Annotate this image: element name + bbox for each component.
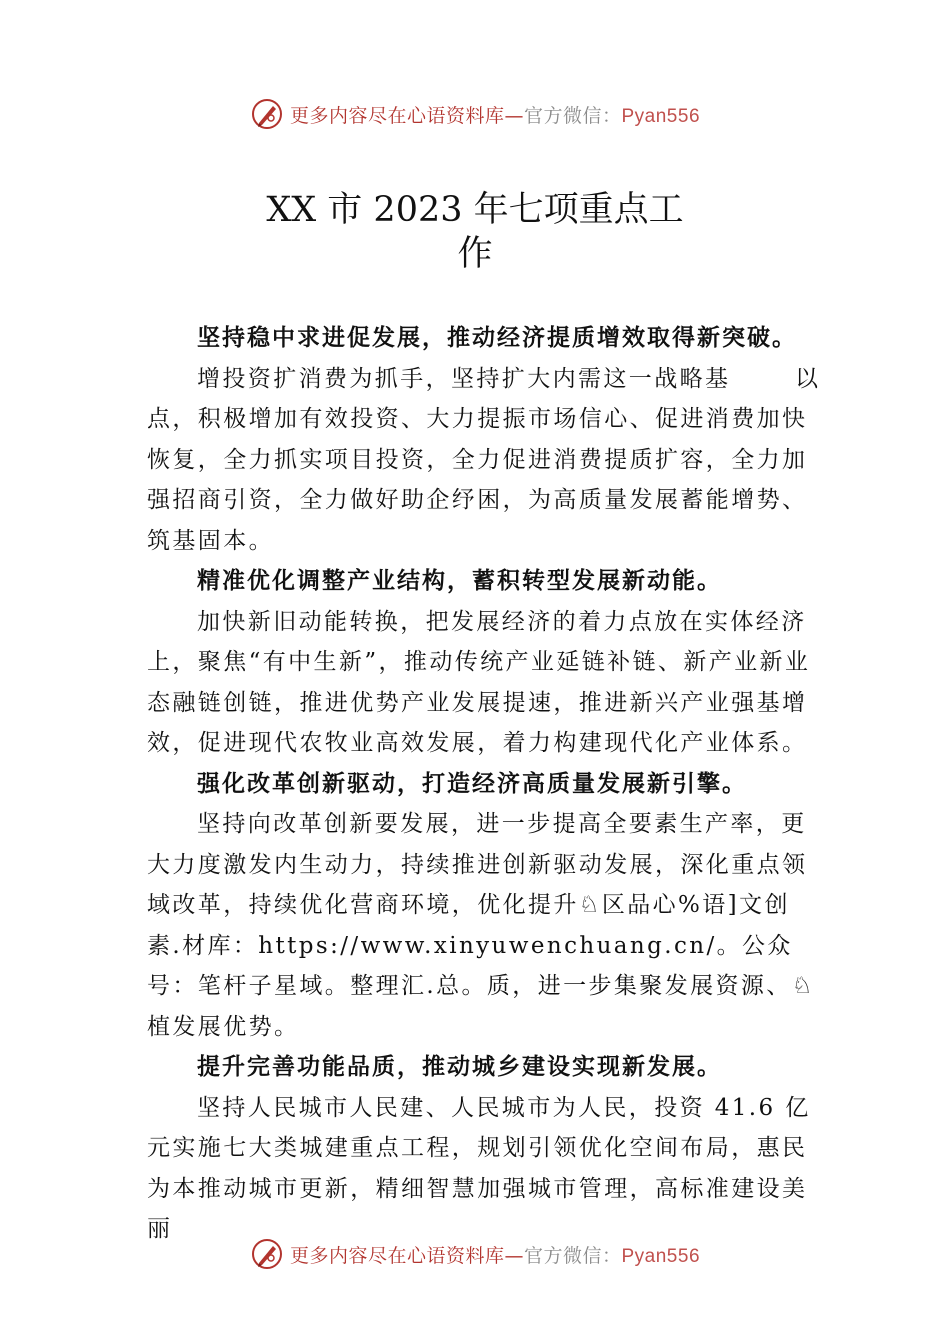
title-line-1: XX 市 2023 年七项重点工: [266, 190, 684, 230]
section-heading: 坚持稳中求进促发展，推动经济提质增效取得新突破。 以: [147, 318, 820, 359]
section-heading: 强化改革创新驱动，打造经济高质量发展新引擎。: [197, 769, 747, 797]
document-title: [0, 188, 950, 276]
header-banner: [0, 94, 950, 134]
section-paragraph: 坚持向改革创新要发展，进一步提高全要素生产率，更大力度激发内生动力，持续推进创新驱动发展，深化重点领域改革，持续优化营商环境，优化提升♘区品心%语]文创素.材库：https://www.xinyuwenchuang.cn/。公众号：笔杆子星域。整理汇.总。质，进一步集聚发展资源、♘植发展优势。: [147, 811, 815, 1040]
banner-text: 更多内容尽在心语资料库—官方微信：Pyan556: [289, 104, 701, 127]
section-paragraph: 增投资扩消费为抓手，坚持扩大内需这一战略基点，积极增加有效投资、大力提振市场信心、促进消费加快恢复，全力抓实项目投资，全力促进消费提质扩容，全力加强招商引资，全力做好助企纾困，为高质量发展蓄能增势、筑基固本。: [147, 365, 808, 554]
pen-logo-icon: [250, 1237, 284, 1271]
footer-banner: [0, 1234, 950, 1274]
section-paragraph: 加快新旧动能转换，把发展经济的着力点放在实体经济上，聚焦“有中生新”，推动传统产业延链补链、新产业新业态融链创链，推进优势产业发展提速，推进新兴产业强基增效，促进现代农牧业高效发展，着力构建现代化产业体系。: [147, 608, 811, 756]
title-line-2: 作: [457, 234, 493, 274]
heading-tail: 以: [795, 365, 820, 392]
section-heading: 提升完善功能品质，推动城乡建设实现新发展。: [197, 1053, 722, 1080]
banner-text: 更多内容尽在心语资料库—官方微信：Pyan556: [289, 1244, 701, 1267]
pen-logo-icon: [250, 97, 284, 131]
document-body: [147, 318, 820, 1250]
section-paragraph: 坚持人民城市人民建、人民城市为人民，投资 41.6 亿元实施七大类城建重点工程，规划引领优化空间布局，惠民为本推动城市更新，精细智慧加强城市管理，高标准建设美丽: [147, 1094, 811, 1242]
section-heading: 精准优化调整产业结构，蓄积转型发展新动能。: [197, 567, 722, 594]
